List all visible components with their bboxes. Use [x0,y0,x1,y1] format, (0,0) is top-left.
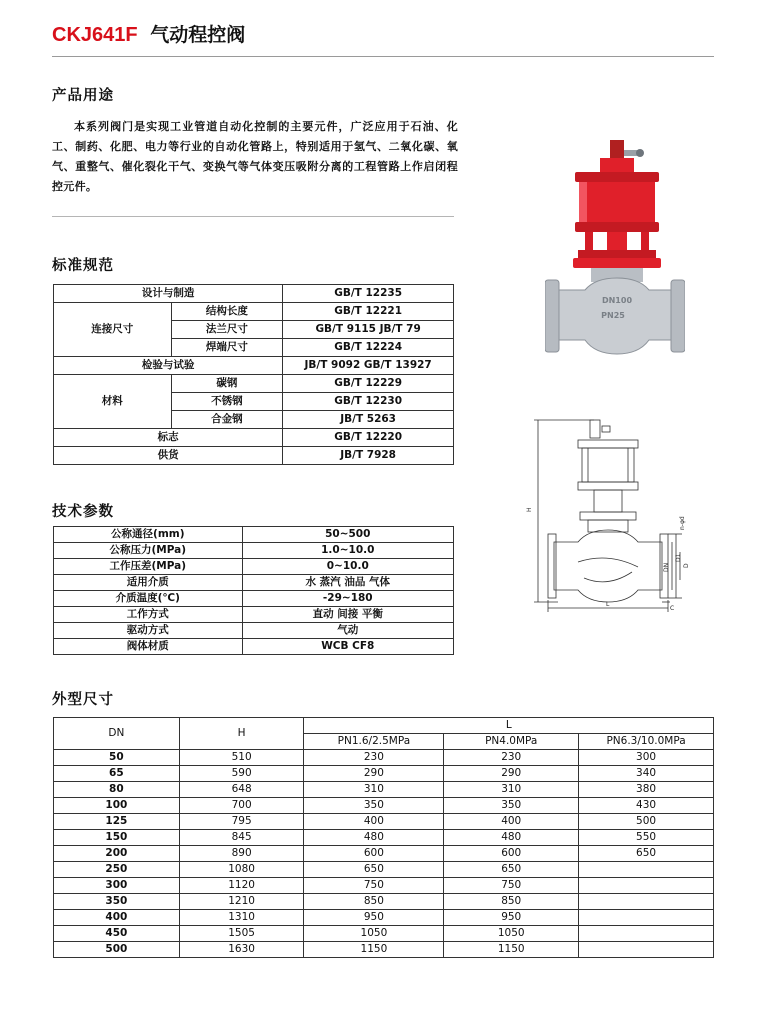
param-label: 工作方式 [54,607,243,623]
table-row [54,639,454,655]
param-value: 直动 间接 平衡 [242,607,453,623]
cell-l-pn40: 1150 [444,942,579,958]
std-value: GB/T 12230 [283,393,454,411]
std-value-inspection: JB/T 9092 GB/T 13927 [283,357,454,375]
cell-l-pn63-100: 550 [579,830,714,846]
cell-h: 590 [179,766,304,782]
body-marking-dn: DN100 [601,296,633,305]
std-label-material: 材料 [54,375,172,429]
cell-l-pn16-25: 290 [304,766,444,782]
cell-l-pn40: 600 [444,846,579,862]
params-table [53,526,454,655]
param-label: 公称通径(mm) [54,527,243,543]
cell-l-pn16-25: 480 [304,830,444,846]
table-row [54,357,454,375]
table-row [54,798,714,814]
cell-dn: 200 [54,846,180,862]
param-value: 0~10.0 [242,559,453,575]
std-value-design: GB/T 12235 [283,285,454,303]
table-row [54,814,714,830]
col-header-l: L [304,718,714,734]
page-title [52,20,245,47]
body-marking-pn: PN25 [601,311,625,320]
cell-l-pn16-25: 1150 [304,942,444,958]
param-label: 工作压差(MPa) [54,559,243,575]
table-row [54,878,714,894]
cell-l-pn63-100 [579,862,714,878]
standards-table [53,284,454,465]
table-row [54,623,454,639]
table-row [54,607,454,623]
std-label-design: 设计与制造 [54,285,283,303]
std-value: GB/T 12224 [283,339,454,357]
table-row [54,575,454,591]
table-row [54,926,714,942]
std-value: JB/T 5263 [283,411,454,429]
cell-h: 1310 [179,910,304,926]
dim-label-h: H [526,507,533,512]
cell-l-pn40: 290 [444,766,579,782]
cell-l-pn63-100 [579,942,714,958]
param-value: 水 蒸汽 油品 气体 [242,575,453,591]
table-row [54,894,714,910]
section-title-params: 技术参数 [52,504,114,520]
section-title-standards: 标准规范 [52,258,114,274]
table-row [54,750,714,766]
cell-h: 795 [179,814,304,830]
cell-l-pn40: 950 [444,910,579,926]
std-sublabel: 碳钢 [171,375,283,393]
cell-dn: 250 [54,862,180,878]
param-label: 适用介质 [54,575,243,591]
table-row [54,303,454,321]
cell-h: 845 [179,830,304,846]
cell-l-pn16-25: 950 [304,910,444,926]
table-row [54,830,714,846]
cell-l-pn63-100 [579,878,714,894]
table-row [54,910,714,926]
cell-dn: 150 [54,830,180,846]
table-row [54,591,454,607]
table-row [54,285,454,303]
section-title-usage: 产品用途 [52,88,114,104]
cell-h: 890 [179,846,304,862]
table-row [54,846,714,862]
cell-l-pn16-25: 230 [304,750,444,766]
table-row [54,782,714,798]
cell-dn: 65 [54,766,180,782]
cell-l-pn63-100: 340 [579,766,714,782]
cell-l-pn40: 310 [444,782,579,798]
col-header-h: H [179,718,304,750]
dim-label-d: D [683,563,690,568]
cell-l-pn16-25: 750 [304,878,444,894]
table-row [54,527,454,543]
std-label-marking: 标志 [54,429,283,447]
param-value: WCB CF8 [242,639,453,655]
cell-l-pn63-100 [579,926,714,942]
std-label-inspection: 检验与试验 [54,357,283,375]
cell-l-pn63-100: 300 [579,750,714,766]
cell-l-pn63-100 [579,910,714,926]
param-label: 驱动方式 [54,623,243,639]
cell-dn: 450 [54,926,180,942]
std-sublabel: 合金钢 [171,411,283,429]
cell-l-pn16-25: 600 [304,846,444,862]
cell-l-pn40: 650 [444,862,579,878]
cell-l-pn16-25: 650 [304,862,444,878]
cell-l-pn63-100: 430 [579,798,714,814]
table-row [54,429,454,447]
std-sublabel: 焊端尺寸 [171,339,283,357]
std-sublabel: 不锈钢 [171,393,283,411]
valve-dimension-drawing [518,412,694,618]
param-value: 气动 [242,623,453,639]
std-label-supply: 供货 [54,447,283,465]
table-row [54,862,714,878]
cell-h: 510 [179,750,304,766]
table-row [54,942,714,958]
col-header-pn: PN4.0MPa [444,734,579,750]
cell-l-pn16-25: 400 [304,814,444,830]
table-row [54,559,454,575]
cell-h: 1080 [179,862,304,878]
cell-dn: 50 [54,750,180,766]
product-name: 气动程控阀 [150,24,246,46]
param-value: 50~500 [242,527,453,543]
param-label: 介质温度(℃) [54,591,243,607]
std-sublabel: 法兰尺寸 [171,321,283,339]
usage-paragraph: 本系列阀门是实现工业管道自动化控制的主要元件，广泛应用于石油、化工、制药、化肥、电力等行业的自动化管路上，特别适用于氢气、二氧化碳、氧气、重整气、催化裂化干气、变换气等气体变压吸附分离的工程管路上作启闭程控元件。 [52,120,458,193]
cell-l-pn40: 480 [444,830,579,846]
section-divider [52,216,454,217]
section-title-dimensions: 外型尺寸 [52,692,114,708]
header-divider [52,56,714,57]
table-header-row [54,718,714,734]
cell-dn: 350 [54,894,180,910]
param-value: 1.0~10.0 [242,543,453,559]
dim-label-d1: D1 [675,553,682,562]
cell-l-pn40: 1050 [444,926,579,942]
param-value: -29~180 [242,591,453,607]
model-code: CKJ641F [52,24,138,46]
cell-l-pn40: 230 [444,750,579,766]
col-header-pn: PN1.6/2.5MPa [304,734,444,750]
cell-l-pn40: 350 [444,798,579,814]
table-row [54,447,454,465]
cell-dn: 125 [54,814,180,830]
cell-l-pn16-25: 350 [304,798,444,814]
cell-l-pn40: 850 [444,894,579,910]
cell-dn: 100 [54,798,180,814]
std-label-connection: 连接尺寸 [54,303,172,357]
cell-h: 1210 [179,894,304,910]
col-header-dn: DN [54,718,180,750]
cell-dn: 80 [54,782,180,798]
table-row [54,766,714,782]
cell-l-pn63-100 [579,894,714,910]
cell-dn: 400 [54,910,180,926]
col-header-pn: PN6.3/10.0MPa [579,734,714,750]
cell-h: 700 [179,798,304,814]
cell-l-pn16-25: 310 [304,782,444,798]
table-row [54,543,454,559]
cell-h: 1630 [179,942,304,958]
cell-l-pn16-25: 1050 [304,926,444,942]
cell-dn: 500 [54,942,180,958]
cell-l-pn63-100: 500 [579,814,714,830]
dim-label-c: C [670,605,675,612]
cell-h: 648 [179,782,304,798]
cell-l-pn16-25: 850 [304,894,444,910]
cell-dn: 300 [54,878,180,894]
cell-h: 1120 [179,878,304,894]
dim-label-dn: DN [663,562,670,572]
std-value: GB/T 12221 [283,303,454,321]
dim-label-l: L [606,601,610,608]
dimensions-table [53,717,714,958]
std-value: GB/T 9115 JB/T 79 [283,321,454,339]
table-row [54,375,454,393]
std-value-marking: GB/T 12220 [283,429,454,447]
cell-h: 1505 [179,926,304,942]
std-sublabel: 结构长度 [171,303,283,321]
param-label: 阀体材质 [54,639,243,655]
cell-l-pn63-100: 650 [579,846,714,862]
std-value-supply: JB/T 7928 [283,447,454,465]
cell-l-pn40: 400 [444,814,579,830]
param-label: 公称压力(MPa) [54,543,243,559]
cell-l-pn63-100: 380 [579,782,714,798]
valve-photo [545,140,685,360]
std-value: GB/T 12229 [283,375,454,393]
dim-label-n-d: n-φd [679,516,686,530]
cell-l-pn40: 750 [444,878,579,894]
